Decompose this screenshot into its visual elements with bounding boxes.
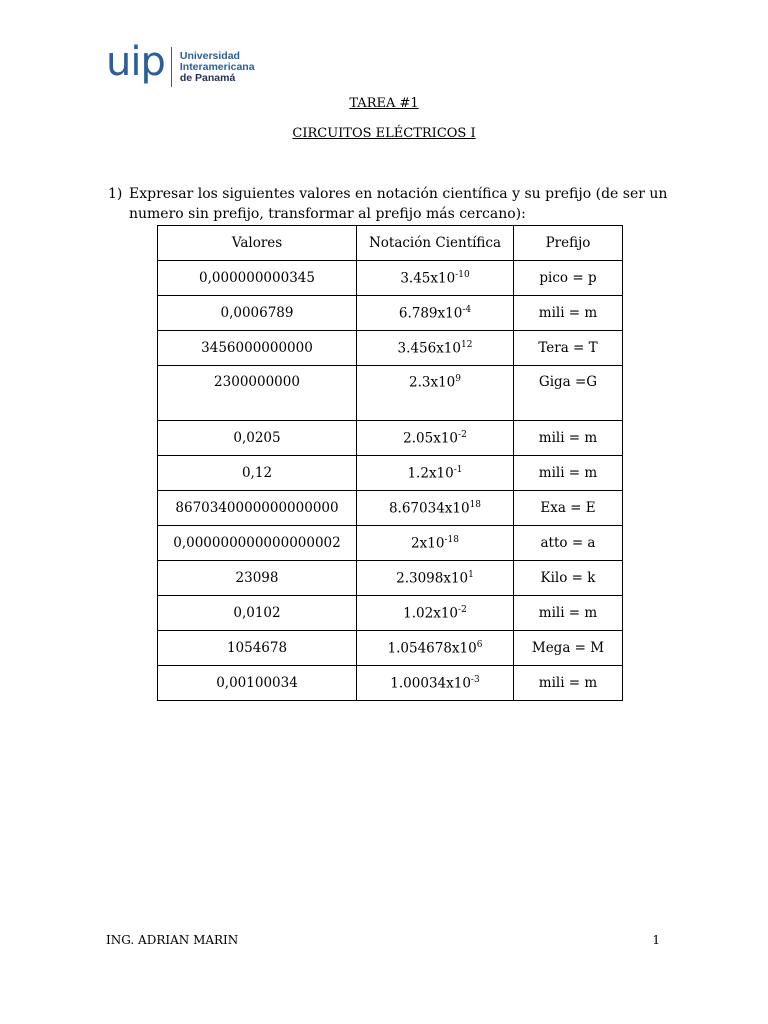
table-body [158,261,623,701]
mantissa: 1.00034x10 [390,675,471,692]
footer-author: ING. ADRIAN MARIN [106,933,239,947]
exponent: 18 [469,499,482,510]
cell-notacion [357,561,514,596]
document-subtitle: CIRCUITOS ELÉCTRICOS I [292,126,476,141]
mantissa: 2.3x10 [409,374,456,391]
exponent: -4 [462,304,472,315]
mantissa: 2.3098x10 [396,570,469,587]
table-row [158,456,623,491]
header-notacion: Notación Científica [357,226,514,261]
cell-notacion [357,456,514,491]
table-row [158,631,623,666]
cell-prefijo: pico = p [514,261,623,296]
cell-notacion [357,526,514,561]
table-row [158,491,623,526]
header-valores: Valores [158,226,357,261]
exponent: -3 [470,674,480,685]
mantissa: 8.67034x10 [388,500,470,517]
table-row [158,296,623,331]
question-1 [108,184,668,224]
table-row [158,261,623,296]
cell-prefijo: mili = m [514,596,623,631]
cell-prefijo: Kilo = k [514,561,623,596]
cell-valor: 3456000000000 [158,331,357,366]
mantissa: 2x10 [411,535,445,552]
cell-notacion [357,631,514,666]
exponent: 1 [468,569,474,580]
cell-notacion [357,421,514,456]
document-title: TAREA #1 [349,96,419,111]
cell-prefijo: mili = m [514,666,623,701]
cell-prefijo: Mega = M [514,631,623,666]
cell-prefijo: Giga =G [514,366,623,421]
cell-prefijo: mili = m [514,456,623,491]
mantissa: 6.789x10 [398,305,463,322]
cell-valor: 0,0006789 [158,296,357,331]
table-row [158,561,623,596]
question-number: 1) [108,186,123,202]
cell-valor: 23098 [158,561,357,596]
cell-notacion [357,296,514,331]
mantissa: 1.2x10 [407,465,454,482]
cell-valor: 1054678 [158,631,357,666]
page-number: 1 [652,933,660,947]
cell-valor: 0,12 [158,456,357,491]
cell-prefijo: mili = m [514,421,623,456]
exponent: -2 [458,429,467,440]
logo-divider [171,47,172,87]
exponent: 12 [461,339,473,350]
exponent: 6 [476,639,483,650]
mantissa: 3.45x10 [400,270,456,287]
cell-valor: 0,0102 [158,596,357,631]
table-row [158,596,623,631]
table-header-row [158,226,623,261]
cell-valor: 0,0205 [158,421,357,456]
table-row [158,366,623,421]
exponent: 9 [455,374,461,384]
logo-mark: uip [106,39,165,85]
cell-prefijo: atto = a [514,526,623,561]
cell-notacion [357,666,514,701]
cell-notacion [357,491,514,526]
header-prefijo: Prefijo [514,226,623,261]
values-table [157,225,623,701]
question-text: Expresar los siguientes valores en notación científica y su prefijo (de ser un numero sin prefijo, transformar al prefijo más cercano): [129,186,668,222]
university-logo [106,39,255,90]
exponent: -18 [444,534,459,545]
logo-line-3: de Panamá [179,71,236,84]
logo-text [180,51,255,84]
cell-notacion [357,331,514,366]
table-row [158,421,623,456]
exponent: -2 [458,604,467,615]
mantissa: 1.02x10 [403,605,459,622]
mantissa: 1.054678x10 [387,640,477,657]
logo-line-1: Universidad [179,49,240,62]
cell-notacion [357,261,514,296]
cell-prefijo: Exa = E [514,491,623,526]
logo-line-2: Interamericana [179,60,255,73]
table-row [158,666,623,701]
cell-prefijo: mili = m [514,296,623,331]
cell-notacion [357,366,514,421]
exponent: -1 [453,464,463,475]
mantissa: 2.05x10 [403,430,459,447]
mantissa: 3.456x10 [397,340,461,357]
cell-notacion [357,596,514,631]
table-row [158,526,623,561]
cell-valor: 0,000000000345 [158,261,357,296]
cell-valor: 2300000000 [158,366,357,421]
cell-valor: 8670340000000000000 [158,491,357,526]
table-row [158,331,623,366]
cell-valor: 0,00100034 [158,666,357,701]
cell-valor: 0,000000000000000002 [158,526,357,561]
cell-prefijo: Tera = T [514,331,623,366]
exponent: -10 [455,269,470,280]
